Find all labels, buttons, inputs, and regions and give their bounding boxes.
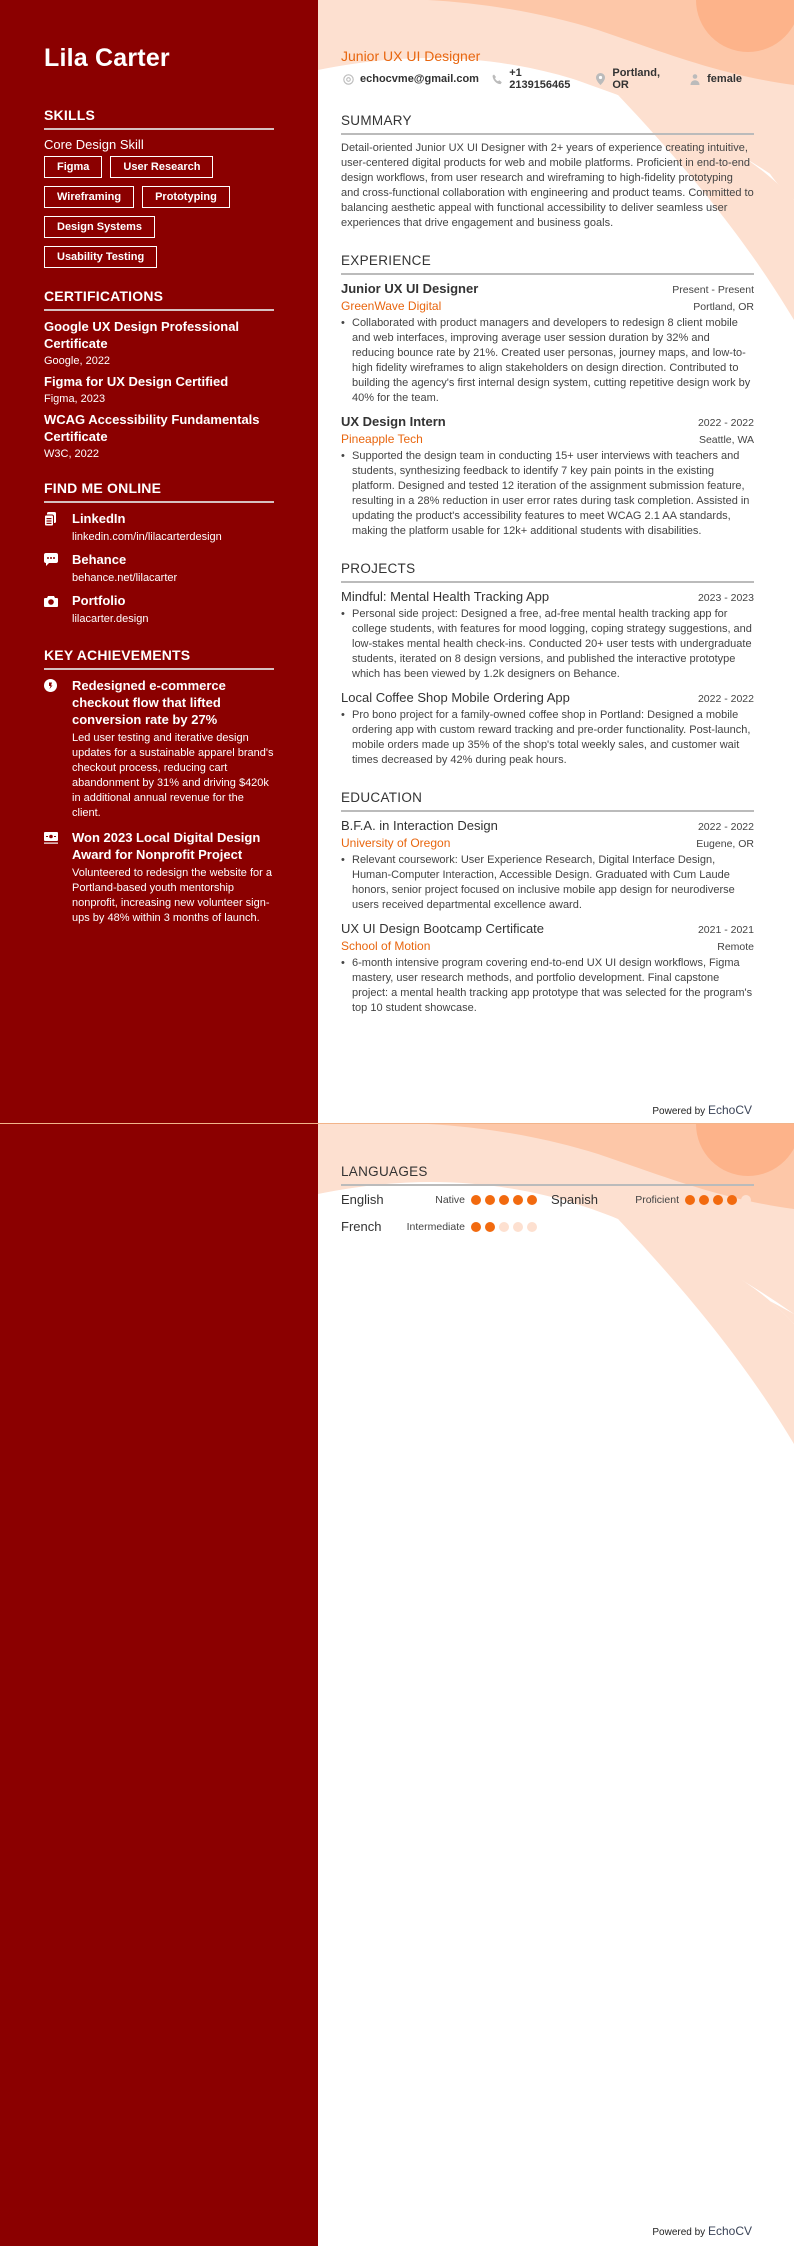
- entry-title: Junior UX UI Designer: [341, 281, 479, 296]
- entry-title: Local Coffee Shop Mobile Ordering App: [341, 690, 570, 705]
- entry-date: Present - Present: [672, 284, 754, 296]
- dot-empty: [741, 1195, 751, 1205]
- education-entry: [341, 818, 754, 913]
- resume-page-2: [0, 1123, 794, 2246]
- entry-organization: GreenWave Digital: [341, 299, 442, 313]
- key-achievements-section: [44, 647, 274, 926]
- powered-by-footer: [652, 1103, 752, 1117]
- entry-date: 2022 - 2022: [697, 417, 754, 429]
- language-level: Native: [435, 1193, 465, 1206]
- online-label: LinkedIn: [72, 511, 126, 526]
- dot-filled: [527, 1195, 537, 1205]
- contact-phone[interactable]: [491, 67, 582, 91]
- project-entry: [341, 690, 754, 768]
- education-heading: EDUCATION: [341, 790, 754, 812]
- entry-bullet: • Pro bono project for a family-owned coffee shop in Portland: Designed a mobile ordering app with custom reward tracking and pre-order functionality. Post-launch, mobile orders made up 35% of the shop's total weekly sales, and customer wait times decreased by 42% during peak hours.: [341, 708, 754, 768]
- entry-organization: Pineapple Tech: [341, 432, 423, 446]
- skill-tag: Prototyping: [142, 186, 230, 208]
- contact-value: echocvme@gmail.com: [360, 73, 479, 85]
- location-pin-icon: [594, 73, 607, 85]
- online-item-linkedin[interactable]: [44, 510, 274, 545]
- online-url[interactable]: lilacarter.design: [72, 613, 149, 625]
- languages-grid: [341, 1192, 754, 1234]
- contact-location: [594, 67, 676, 91]
- dot-filled: [713, 1195, 723, 1205]
- entry-title: UX UI Design Bootcamp Certificate: [341, 921, 545, 936]
- certification-name: WCAG Accessibility Fundamentals Certificate: [44, 412, 260, 444]
- education-section: [341, 790, 754, 1016]
- contact-value: female: [707, 73, 742, 85]
- entry-bullet: • Collaborated with product managers and developers to redesign 8 client mobile and web interfaces, improving average user session duration by 32% and reducing bounce rate by 21%. Created user personas, journey maps, and low-to-high fidelity wireframes to align stakeholders on design direction. Contributed to building the agency's first internal design system, cutting repetitive design work by 40% for the team.: [341, 316, 754, 406]
- entry-title: Mindful: Mental Health Tracking App: [341, 589, 550, 604]
- experience-entry: [341, 414, 754, 539]
- skills-section: [44, 107, 274, 268]
- language-item: [551, 1192, 751, 1207]
- entry-bullet: • 6-month intensive program covering end-to-end UX UI design workflows, Figma mastery, user research methods, and portfolio development. Final capstone project: a mental health tracking app prototype that was selected for the program's top 10 student showcase.: [341, 956, 754, 1016]
- dot-filled: [513, 1195, 523, 1205]
- language-name: French: [341, 1219, 382, 1234]
- education-entry: [341, 921, 754, 1016]
- dot-filled: [699, 1195, 709, 1205]
- skill-tag: Design Systems: [44, 216, 155, 238]
- projects-heading: PROJECTS: [341, 561, 754, 583]
- find-me-online-heading: FIND ME ONLINE: [44, 480, 274, 503]
- certification-item: [44, 411, 274, 460]
- projects-section: [341, 561, 754, 768]
- contact-email[interactable]: [341, 73, 479, 85]
- proficiency-dots: [471, 1222, 537, 1232]
- certification-name: Figma for UX Design Certified: [44, 374, 229, 389]
- entry-organization: School of Motion: [341, 939, 431, 953]
- certifications-section: [44, 288, 274, 460]
- powered-by-text: Powered by: [652, 1106, 706, 1117]
- certification-item: [44, 318, 274, 367]
- summary-section: [341, 113, 754, 231]
- entry-organization: University of Oregon: [341, 836, 451, 850]
- skill-tag: Usability Testing: [44, 246, 157, 268]
- online-label: Portfolio: [72, 593, 126, 608]
- achievement-title: Redesigned e-commerce checkout flow that lifted conversion rate by 27%: [72, 678, 226, 727]
- award-certificate-icon: [44, 829, 72, 926]
- badge-icon: [44, 677, 72, 821]
- languages-heading: LANGUAGES: [341, 1164, 754, 1186]
- experience-entry: [341, 281, 754, 406]
- dot-empty: [527, 1222, 537, 1232]
- certification-meta: W3C, 2022: [44, 448, 100, 460]
- person-icon: [688, 73, 702, 85]
- dot-filled: [485, 1222, 495, 1232]
- entry-location: Remote: [717, 941, 754, 953]
- entry-title: B.F.A. in Interaction Design: [341, 818, 498, 833]
- certifications-heading: CERTIFICATIONS: [44, 288, 274, 311]
- brand-link[interactable]: EchoCV: [707, 1103, 752, 1117]
- online-url[interactable]: behance.net/lilacarter: [72, 572, 178, 584]
- dot-filled: [685, 1195, 695, 1205]
- achievement-item: [44, 829, 274, 926]
- dot-filled: [499, 1195, 509, 1205]
- skill-tag: User Research: [110, 156, 213, 178]
- certification-item: [44, 373, 274, 405]
- online-label: Behance: [72, 552, 127, 567]
- experience-section: [341, 253, 754, 539]
- entry-date: 2022 - 2022: [697, 693, 754, 705]
- language-name: English: [341, 1192, 384, 1207]
- dot-filled: [485, 1195, 495, 1205]
- online-url[interactable]: linkedin.com/in/lilacarterdesign: [72, 531, 222, 543]
- language-name: Spanish: [551, 1192, 598, 1207]
- contact-value: Portland, OR: [612, 67, 661, 91]
- certification-meta: Figma, 2023: [44, 393, 106, 405]
- languages-section: [341, 1164, 754, 1234]
- achievement-description: Volunteered to redesign the website for a Portland-based youth mentorship nonprofit, increasing new volunteer sign-ups by 48% within 3 months of launch.: [72, 867, 272, 924]
- dot-empty: [513, 1222, 523, 1232]
- achievement-title: Won 2023 Local Digital Design Award for Nonprofit Project: [72, 830, 261, 862]
- contact-gender: [688, 73, 742, 85]
- project-entry: [341, 589, 754, 682]
- experience-heading: EXPERIENCE: [341, 253, 754, 275]
- dot-filled: [727, 1195, 737, 1205]
- dot-filled: [471, 1195, 481, 1205]
- entry-location: Seattle, WA: [698, 434, 754, 446]
- entry-title: UX Design Intern: [341, 414, 446, 429]
- entry-bullet: • Supported the design team in conducting 15+ user interviews with teachers and students, synthesizing feedback to identify 7 key pain points in the existing platform. Designed and tested 12 iteration of the assignment submission feature, resulting in a 28% reduction in user error rates during task completion. Assisted in updating the product's accessibility features to meet WCAG 2.1 AA standards, making the platform usable for 12k+ additional students with disabilities.: [341, 449, 754, 539]
- entry-date: 2022 - 2022: [697, 821, 754, 833]
- linkedin-icon: [44, 510, 72, 545]
- language-item: [341, 1192, 551, 1207]
- candidate-name: Lila Carter: [44, 44, 170, 72]
- phone-icon: [491, 73, 504, 85]
- entry-bullet: • Personal side project: Designed a free, ad-free mental health tracking app for college students, with features for mood logging, coping strategy suggestions, and low-stakes mental health check-ins. Conducted 20+ user tests with undergraduate students, iterated on 8 design versions, and published the interactive prototype which has been viewed by 1.2k designers on Behance.: [341, 607, 754, 682]
- skill-tag: Figma: [44, 156, 102, 178]
- main-column-continued: [318, 1124, 794, 2246]
- language-level: Intermediate: [406, 1220, 465, 1233]
- sidebar-continued: [0, 1124, 318, 2246]
- skills-heading: SKILLS: [44, 107, 274, 130]
- summary-text: Detail-oriented Junior UX UI Designer with 2+ years of experience creating intuitive, user-centered digital products for web and mobile platforms. Proficient in end-to-end design workflows, from user research and wireframing to high-fidelity prototyping and cross-functional collaboration with engineering and product teams. Committed to balancing aesthetic appeal with functional accessibility to deliver seamless user experiences that drive engagement and business goals.: [341, 142, 754, 229]
- skill-tag: Wireframing: [44, 186, 134, 208]
- contact-value: +1 2139156465: [509, 67, 571, 91]
- language-item: [341, 1219, 551, 1234]
- sidebar: [0, 0, 318, 1123]
- powered-by-footer: [652, 2224, 752, 2238]
- certification-name: Google UX Design Professional Certificate: [44, 319, 240, 351]
- achievement-item: [44, 677, 274, 821]
- at-icon: [341, 73, 355, 85]
- dot-empty: [499, 1222, 509, 1232]
- achievement-description: Led user testing and iterative design updates for a sustainable apparel brand's checkout process, reducing cart abandonment by 31% and driving $420k in additional annual revenue for the client.: [72, 732, 274, 819]
- skill-tags: [44, 156, 274, 268]
- job-title: Junior UX UI Designer: [341, 48, 481, 64]
- powered-by-text: Powered by: [652, 2227, 706, 2238]
- key-achievements-heading: KEY ACHIEVEMENTS: [44, 647, 274, 670]
- find-me-online-section: [44, 480, 274, 627]
- proficiency-dots: [471, 1195, 537, 1205]
- summary-heading: SUMMARY: [341, 113, 754, 135]
- skill-group-title: Core Design Skill: [44, 137, 144, 152]
- language-level: Proficient: [635, 1193, 679, 1206]
- contact-row: [341, 67, 754, 91]
- camera-icon: [44, 592, 72, 627]
- online-item-behance[interactable]: [44, 551, 274, 586]
- entry-bullet: • Relevant coursework: User Experience Research, Digital Interface Design, Human-Computer Interaction, Accessible Design. Graduated with Cum Laude honors, senior project focused on inclusive mobile app design for neurodiverse users received departmental excellence award.: [341, 853, 754, 913]
- online-item-portfolio[interactable]: [44, 592, 274, 627]
- entry-date: 2023 - 2023: [697, 592, 754, 604]
- proficiency-dots: [685, 1195, 751, 1205]
- certification-meta: Google, 2022: [44, 355, 111, 367]
- brand-link[interactable]: EchoCV: [707, 2224, 752, 2238]
- entry-location: Eugene, OR: [696, 838, 754, 850]
- entry-date: 2021 - 2021: [697, 924, 754, 936]
- chat-bubble-icon: [44, 551, 72, 586]
- dot-filled: [471, 1222, 481, 1232]
- entry-location: Portland, OR: [693, 301, 754, 313]
- main-column: [318, 0, 794, 1123]
